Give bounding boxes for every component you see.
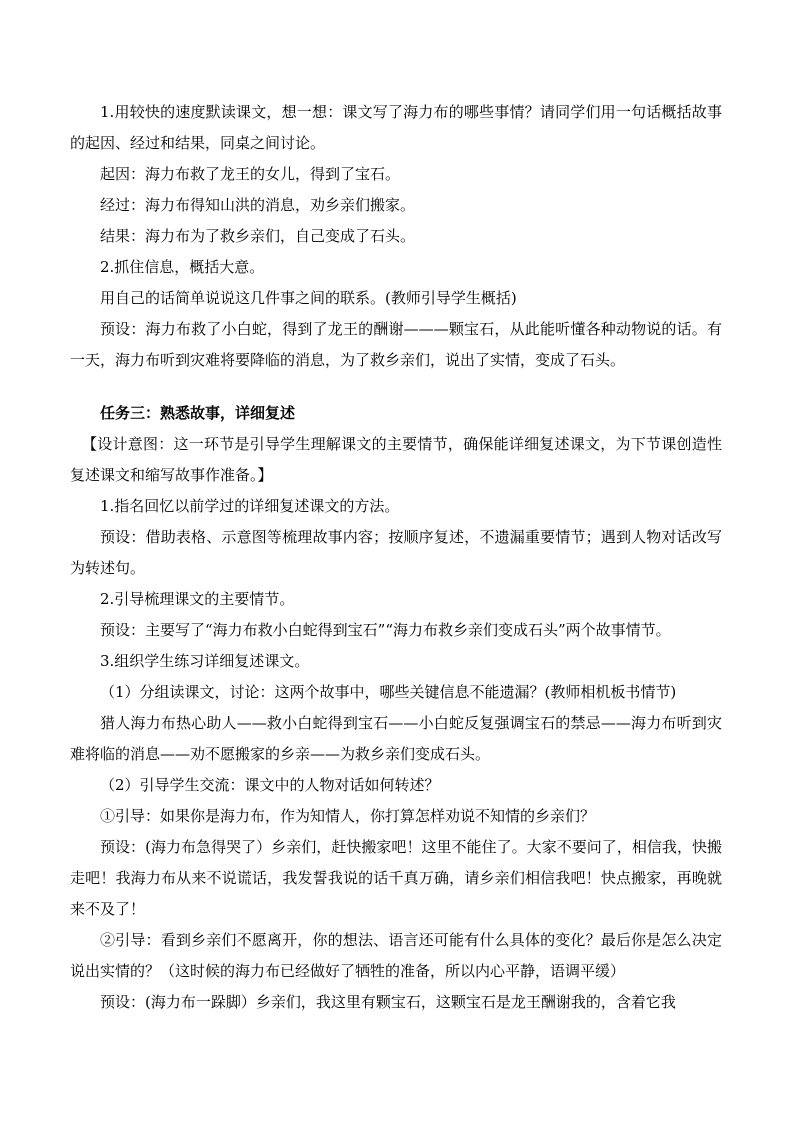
paragraph-process: 经过：海力布得知山洪的消息，劝乡亲们搬家。: [100, 196, 416, 214]
paragraph-preset-dialogue-2: 预设：(海力布一跺脚）乡亲们，我这里有颗宝石，这颗宝石是龙王酬谢我的，含着它我: [100, 993, 676, 1011]
section-gap: [70, 376, 722, 398]
paragraph-recall-method: 1.指名回忆以前学过的详细复述课文的方法。: [100, 497, 400, 515]
paragraph-preset-method: 预设：借助表格、示意图等梳理故事内容；按顺序复述，不遗漏重要情节；遇到人物对话改写为转述句。: [70, 528, 722, 577]
paragraph-group-reading: （1）分组读课文，讨论：这两个故事中，哪些关键信息不能遗漏？(教师相机板书情节): [100, 683, 677, 701]
paragraph-task-question: 1.用较快的速度默读课文，想一想：课文写了海力布的哪些事情？请同学们用一句话概括故事的起因、经过和结果，同桌之间讨论。: [70, 103, 722, 152]
paragraph-result: 结果：海力布为了救乡亲们，自己变成了石头。: [100, 227, 416, 245]
paragraph-dialogue-guide: （2）引导学生交流：课文中的人物对话如何转述？: [100, 776, 440, 794]
document-body: [70, 97, 722, 1018]
paragraph-practice: 3.组织学生练习详细复述课文。: [100, 652, 310, 670]
paragraph-preset-dialogue-1: 预设：(海力布急得哭了）乡亲们，赶快搬家吧！这里不能住了。大家不要问了，相信我，快搬走吧！我海力布从来不说谎话，我发誓我说的话千真万确，请乡亲们相信我吧！快点搬家，再晚就来不及了！: [70, 838, 722, 918]
paragraph-plot-chain: 猎人海力布热心助人——救小白蛇得到宝石——小白蛇反复强调宝石的禁忌——海力布听到灾难将临的消息——劝不愿搬家的乡亲——为救乡亲们变成石头。: [70, 714, 722, 763]
paragraph-guide-1: ①引导：如果你是海力布，作为知情人，你打算怎样劝说不知情的乡亲们？: [100, 807, 596, 825]
paragraph-guide-2: ②引导：看到乡亲们不愿离开，你的想法、语言还可能有什么具体的变化？最后你是怎么决定说出实情的？（这时候的海力布已经做好了牺牲的准备，所以内心平静，语调平缓）: [70, 931, 722, 980]
paragraph-step-2: 2.抓住信息，概括大意。: [100, 258, 265, 276]
section-heading: 任务三：熟悉故事，详细复述: [100, 404, 296, 422]
paragraph-cause: 起因：海力布救了龙王的女儿，得到了宝石。: [100, 165, 401, 183]
paragraph-connection: 用自己的话简单说说这几件事之间的联系。(教师引导学生概括): [100, 289, 517, 307]
paragraph-plot-guide: 2.引导梳理课文的主要情节。: [100, 590, 295, 608]
paragraph-preset-summary: 预设：海力布救了小白蛇，得到了龙王的酬谢———颗宝石，从此能听懂各种动物说的话。有一天，海力布听到灾难将要降临的消息，为了救乡亲们，说出了实情，变成了石头。: [70, 320, 722, 369]
paragraph-preset-plot: 预设：主要写了“海力布救小白蛇得到宝石”“海力布救乡亲们变成石头”两个故事情节。: [100, 621, 671, 639]
design-intent: 【设计意图：这一环节是引导学生理解课文的主要情节，确保能详细复述课文，为下节课创造性复述课文和缩写故事作准备。】: [70, 435, 722, 484]
